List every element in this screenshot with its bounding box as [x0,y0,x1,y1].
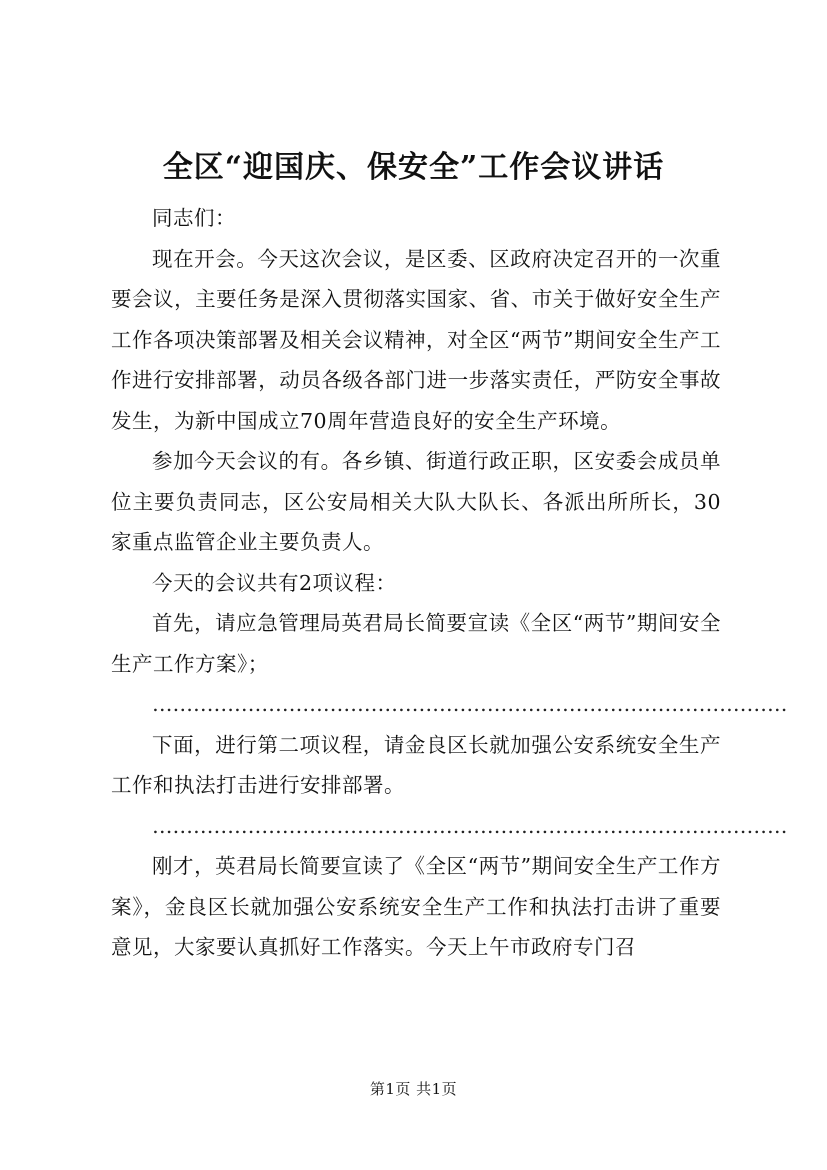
ellipsis-separator: ………………………………………………………………………………… [152,692,788,716]
ellipsis-separator: ………………………………………………………………………………… [152,813,788,838]
salutation: 同志们： [152,206,236,230]
page-footer: 第1页 共1页 [369,1080,458,1098]
document-body [111,198,788,968]
paragraph-agenda: 今天的会议共有2项议程： [152,570,397,595]
paragraph-attendees: 参加今天会议的有。各乡镇、街道行政正职，区安委会成员单位主要负责同志，区公安局相关大队大队长、各派出所所长，30家重点监管企业主要负责人。 [111,449,721,554]
paragraph-summary: 刚才，英君局长简要宣读了《全区“两节”期间安全生产工作方案》，金良区长就加强公安系统安全生产工作和执法打击讲了重要意见，大家要认真抓好工作落实。今天上午市政府专门召 [111,854,721,959]
paragraph-first-item: 首先，请应急管理局英君局长简要宣读《全区“两节”期间安全生产工作方案》； [111,611,721,676]
document-title: 全区“迎国庆、保安全”工作会议讲话 [162,150,665,185]
paragraph-second-item: 下面，进行第二项议程，请金良区长就加强公安系统安全生产工作和执法打击进行安排部署。 [111,732,721,797]
paragraph-opening: 现在开会。今天这次会议，是区委、区政府决定召开的一次重要会议，主要任务是深入贯彻落实国家、省、市关于做好安全生产工作各项决策部署及相关会议精神，对全区“两节”期间安全生产工作进行安排部署，动员各级各部门进一步落实责任，严防安全事故发生，为新中国成立70周年营造良好的安全生产环境。 [111,246,721,433]
